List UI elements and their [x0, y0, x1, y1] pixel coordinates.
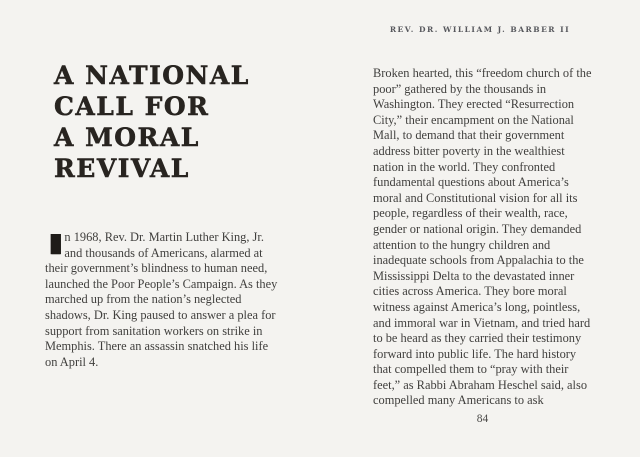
page-number: 84 [476, 413, 489, 425]
chapter-title-line: REVIVAL [54, 154, 190, 183]
left-paragraph-text: n 1968, Rev. Dr. Martin Luther King, Jr. and thousands of Americans, alarmed at their government’s blindness to human need, launched the Poor People’s Campaign. As they marched up from the nation’s neglected shadows, Dr. King paused to answer a plea for support from sanitation workers on strike in Memphis. There an assassin snatched his life on April 4. [45, 230, 278, 369]
chapter-title [54, 60, 285, 184]
running-header: REV. DR. WILLIAM J. BARBER II [389, 25, 571, 34]
left-page-paragraph [45, 230, 283, 370]
right-page-paragraph: Broken hearted, this “freedom church of the poor” gathered by the thousands in Washington. They erected “Resurrection City,” their encampment on the National Mall, to demand that their government address bitter poverty in the wealthiest nation in the world. They confronted fundamental questions about America’s moral and Constitutional vision for all its people, regardless of their wealth, race, gender or national origin. They demanded attention to the hungry children and inadequate schools from Appalachia to the Mississippi Delta to the devastated inner cities across America. They bore moral witness against America’s long, pointless, and immoral war in Vietnam, and tried hard to be heard as they carried their testimony forward into public life. The hard history that compelled them to “pray with their feet,” as Rabbi Abraham Heschel said, also compelled many Americans to ask [373, 66, 592, 408]
drop-cap: I [46, 228, 65, 261]
right-page [373, 66, 592, 409]
chapter-title-line: A NATIONAL [54, 61, 250, 90]
chapter-title-line: A MORAL [54, 123, 200, 152]
left-page [45, 60, 285, 370]
chapter-title-line: CALL FOR [54, 92, 210, 121]
